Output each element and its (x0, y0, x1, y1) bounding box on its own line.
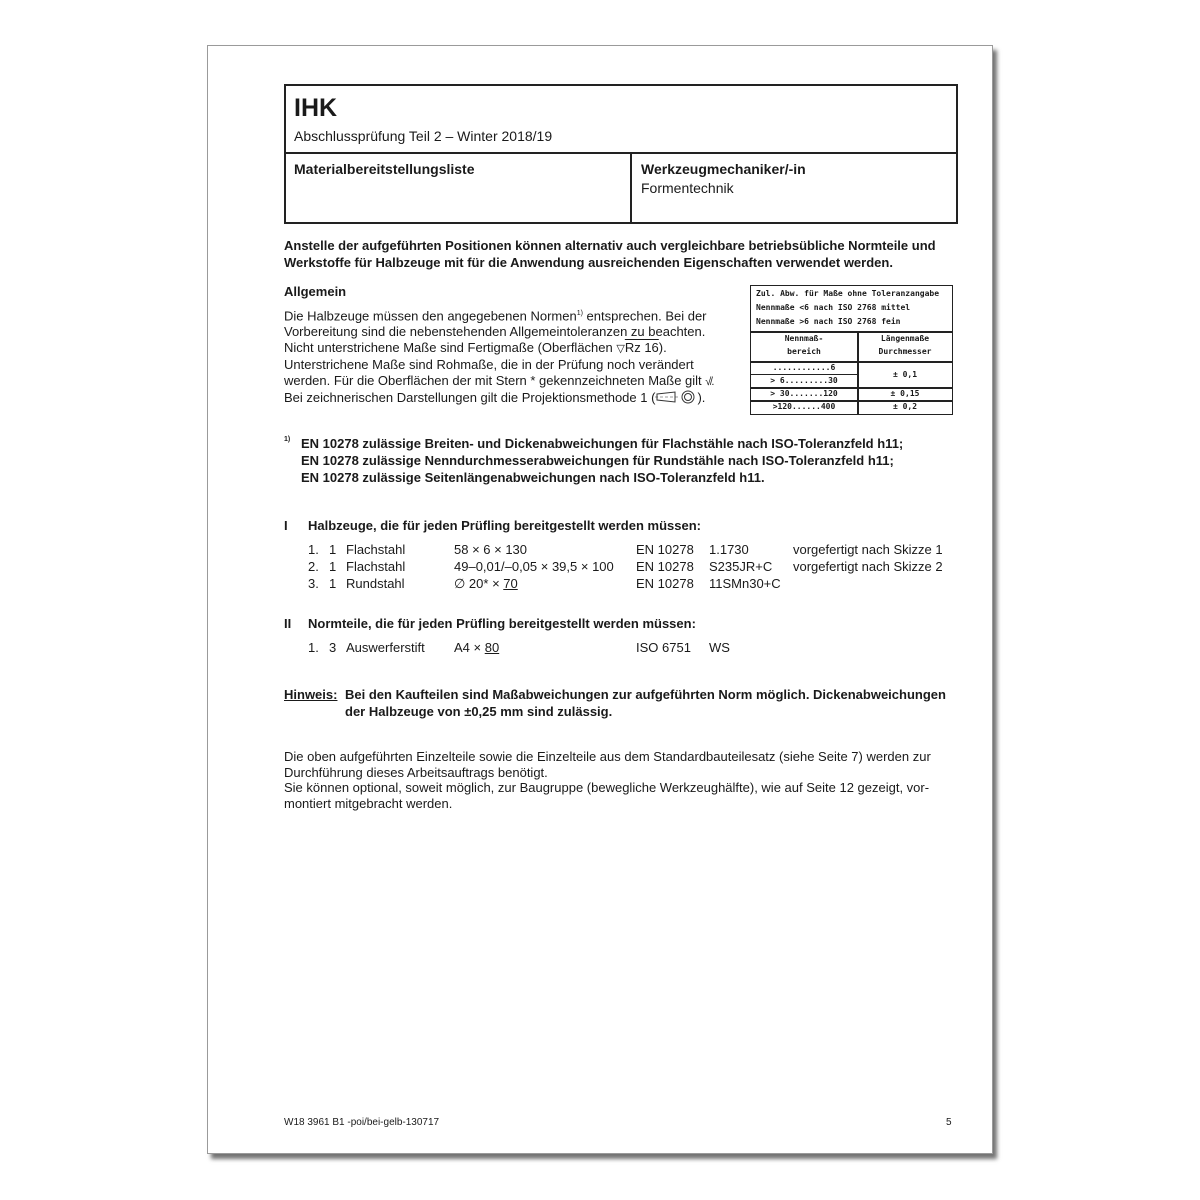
closing-line: Durchführung dieses Arbeitsauftrags benötigt. (284, 764, 548, 780)
page-number: 5 (946, 1117, 952, 1128)
footnote-line: EN 10278 zulässige Breiten- und Dickenabweichungen für Flachstähle nach ISO-Toleranzfeld h11; (301, 436, 904, 451)
section1-title: Halbzeuge, die für jeden Prüfling bereitgestellt werden müssen: (308, 518, 701, 533)
item-qty: 3 (329, 640, 337, 655)
header-box (284, 84, 958, 224)
section2-title: Normteile, die für jeden Prüfling bereitgestellt werden müssen: (308, 616, 696, 631)
footnote-line: EN 10278 zulässige Nenndurchmesserabweichungen für Rundstähle nach ISO-Toleranzfeld h11; (301, 453, 894, 468)
item-name: Auswerferstift (346, 640, 425, 655)
item-name: Flachstahl (346, 559, 406, 574)
closing-line: montiert mitgebracht werden. (284, 795, 453, 811)
tol-range: > 6.........30 (770, 376, 838, 385)
projection-method-icon (655, 390, 697, 404)
item-material: 11SMn30+C (709, 576, 781, 591)
footer-code: W18 3961 B1 -poi/bei-gelb-130717 (284, 1117, 440, 1128)
tol-range: >120......400 (772, 402, 836, 411)
item-material: S235JR+C (709, 559, 773, 574)
tol-range: ............6 (772, 363, 836, 372)
footnote-mark: 1) (284, 436, 291, 443)
footnote-text (301, 435, 903, 486)
header-top (286, 86, 956, 154)
profession: Werkzeugmechaniker/-in (641, 161, 806, 177)
note-text (345, 686, 946, 720)
general-line: Die Halbzeuge müssen den angegebenen Normen$^{1)}$ entsprechen. Bei der (284, 308, 707, 324)
tolerance-table (750, 285, 953, 415)
item-dim: 58 × 6 × 130 (454, 542, 528, 557)
tol-title: Nennmaße <6 nach ISO 2768 mittel (756, 303, 911, 312)
closing-text (284, 749, 931, 811)
item-norm: EN 10278 (636, 542, 694, 557)
general-line: Nicht unterstrichene Maße sind Fertigmaße (Oberflächen ▽Rz 16). (284, 339, 667, 355)
item-name: Flachstahl (346, 542, 406, 557)
general-text (284, 306, 744, 406)
general-line: Bei zeichnerischen Darstellungen gilt die Projektionsmethode 1 ( ). (284, 390, 706, 406)
item-qty: 1 (329, 576, 337, 591)
col-header: Nennmaß- (784, 334, 824, 343)
document-title: Materialbereitstellungsliste (294, 161, 475, 177)
tol-title: Zul. Abw. für Maße ohne Toleranzangabe (756, 289, 940, 298)
table-divider (751, 331, 952, 333)
item-qty: 1 (329, 542, 337, 557)
header-divider (630, 152, 632, 222)
col-header: Längenmaße (880, 334, 930, 343)
tol-value: ± 0,1 (892, 370, 918, 379)
note-label: Hinweis: (284, 687, 338, 702)
item-pos: 1. (308, 542, 319, 557)
section2-number: II (284, 616, 292, 631)
item-note: vorgefertigt nach Skizze 2 (793, 559, 943, 574)
section1-number: I (284, 518, 288, 533)
tol-value: ± 0,2 (892, 402, 918, 411)
col-header: bereich (787, 347, 821, 356)
exam-title: Abschlussprüfung Teil 2 – Winter 2018/19 (294, 128, 553, 144)
general-line: werden. Für die Oberflächen der mit Stern * gekennzeichneten Maße gilt √̸. (284, 372, 715, 388)
specialization: Formentechnik (641, 180, 734, 196)
general-heading: Allgemein (284, 284, 347, 299)
item-norm: EN 10278 (636, 576, 694, 591)
general-line: Unterstrichene Maße sind Rohmaße, die in der Prüfung noch verändert (284, 357, 694, 373)
item-material: WS (709, 640, 730, 655)
general-line: Vorbereitung sind die nebenstehenden Allgemeintoleranzen zu beachten. (284, 323, 706, 339)
item-dim: 49–0,01/–0,05 × 39,5 × 100 (454, 559, 614, 574)
org-name: IHK (294, 94, 338, 122)
item-material: 1.1730 (709, 542, 749, 557)
closing-line: Die oben aufgeführten Einzelteile sowie die Einzelteile aus dem Standardbauteilesatz (siehe Seite 7) werden zur (284, 749, 931, 764)
surface-check-icon: √̸. (705, 375, 715, 388)
table-divider (751, 374, 857, 375)
item-qty: 1 (329, 559, 337, 574)
tol-title: Nennmaße >6 nach ISO 2768 fein (756, 317, 901, 326)
note-line: Bei den Kaufteilen sind Maßabweichungen zur aufgeführten Norm möglich. Dickenabweichungen (345, 687, 946, 702)
item-pos: 2. (308, 559, 319, 574)
document-page (207, 45, 993, 1154)
intro-line: Anstelle der aufgeführten Positionen können alternativ auch vergleichbare betriebsübliche Normteile und (284, 238, 936, 253)
tol-range: > 30.......120 (770, 389, 838, 398)
intro-text (284, 237, 964, 271)
item-name: Rundstahl (346, 576, 405, 591)
item-dim: ∅ 20* × 70 (454, 576, 518, 591)
surface-symbol-icon: ▽ (616, 342, 625, 355)
closing-line: Sie können optional, soweit möglich, zur Baugruppe (bewegliche Werkzeughälfte), wie auf Seite 12 gezeigt, vor- (284, 780, 930, 796)
footnote-line: EN 10278 zulässige Seitenlängenabweichungen nach ISO-Toleranzfeld h11. (301, 470, 765, 485)
item-pos: 3. (308, 576, 319, 591)
item-norm: ISO 6751 (636, 640, 691, 655)
note-line: der Halbzeuge von ±0,25 mm sind zulässig. (345, 704, 613, 719)
item-note: vorgefertigt nach Skizze 1 (793, 542, 943, 557)
col-header: Durchmesser (878, 347, 932, 356)
tol-value: ± 0,15 (890, 389, 920, 398)
item-norm: EN 10278 (636, 559, 694, 574)
item-dim: A4 × 80 (454, 640, 500, 655)
item-pos: 1. (308, 640, 319, 655)
intro-line: Werkstoffe für Halbzeuge mit für die Anwendung ausreichenden Eigenschaften verwendet werden. (284, 255, 893, 270)
